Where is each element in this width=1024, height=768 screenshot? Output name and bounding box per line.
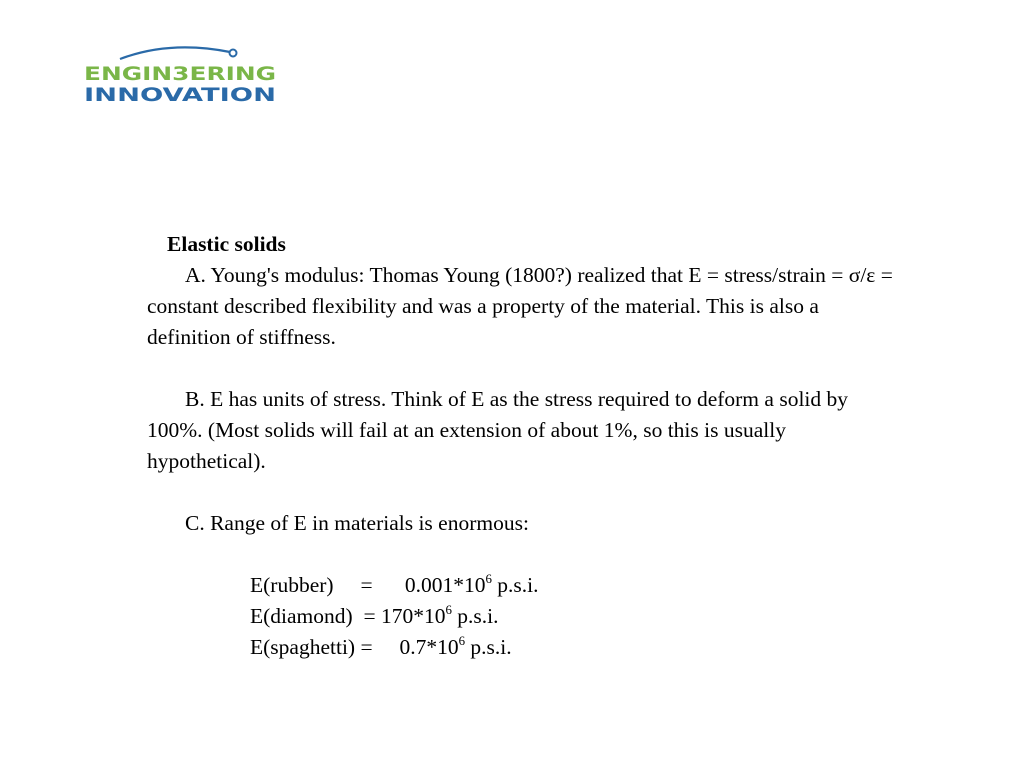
equation-rubber: E(rubber) = $0.001*10^6$ p.s.i. (250, 571, 539, 597)
logo-graphic (80, 42, 282, 108)
engineering-innovation-logo (80, 42, 282, 108)
paragraph-a (147, 260, 907, 353)
logo-line2: INNOVATION (84, 84, 276, 106)
paragraph-b (147, 384, 907, 477)
paragraph-b-text: B. E has units of stress. Think of E as the stress required to deform a solid by 100%. (Most solids will fail at an extension of about 1%, so this is usually hypothetical). (147, 387, 849, 473)
section-title: Elastic solids (167, 232, 286, 256)
paragraph-c-text: C. Range of E in materials is enormous: (185, 511, 529, 535)
logo-arc (120, 47, 230, 59)
logo-arc-dot (230, 50, 237, 57)
equation-spaghetti: E(spaghetti) = $0.7*10^6$ p.s.i. (250, 633, 512, 659)
logo-line1: ENGIN3ERING (84, 63, 276, 85)
paragraph-a-text: A. Young's modulus: Thomas Young (1800?) realized that E = stress/strain = σ/ε = constant described flexibility and was a property of the material. This is also a definition of stiffness. (147, 263, 893, 349)
paragraph-c (147, 508, 907, 539)
equation-diamond: E(diamond) = $170*10^6$ p.s.i. (250, 602, 499, 628)
slide-content (147, 229, 907, 663)
